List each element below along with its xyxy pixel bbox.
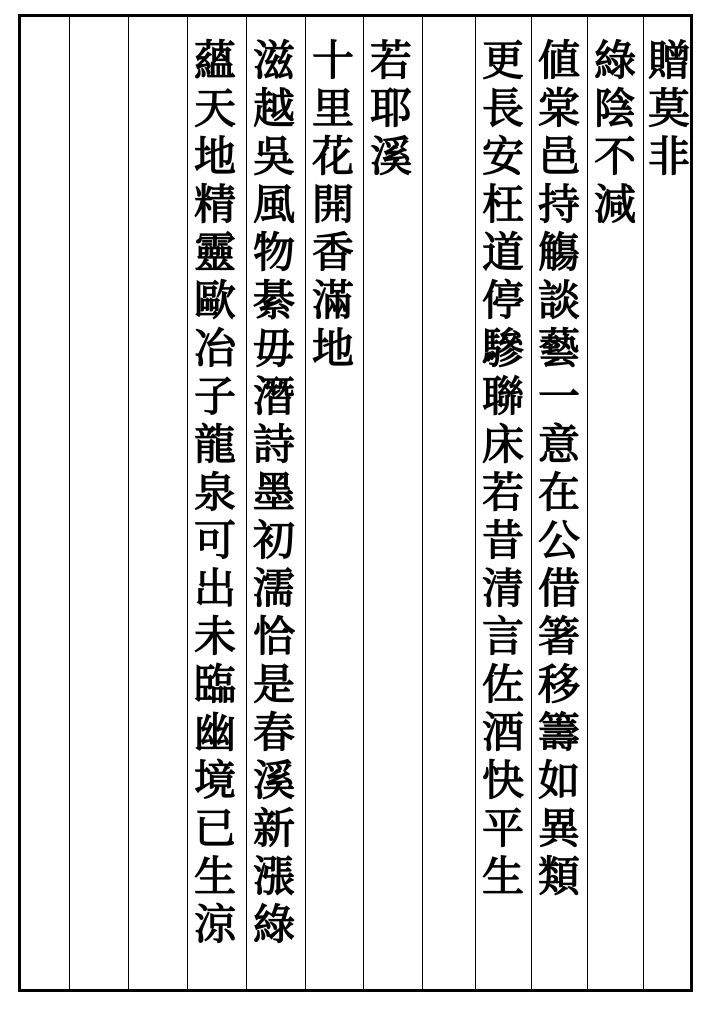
glyph: 若 (481, 468, 524, 517)
glyph: 佐 (481, 660, 524, 709)
glyph: 陰 (593, 84, 636, 133)
glyph: 生 (481, 852, 524, 901)
glyph: 冶 (193, 324, 236, 373)
glyph: 地 (193, 132, 236, 181)
glyph: 快 (481, 756, 524, 805)
glyph: 棠 (537, 84, 580, 133)
glyph: 不 (593, 132, 636, 181)
glyph: 里 (311, 84, 354, 133)
glyph: 蘊 (193, 36, 236, 85)
glyph: 床 (481, 420, 524, 469)
glyph: 停 (481, 276, 524, 325)
glyph: 地 (311, 324, 354, 373)
glyph: 溪 (369, 132, 412, 181)
glyph: 綠 (252, 900, 295, 949)
glyph: 風 (252, 180, 295, 229)
glyph: 酒 (481, 708, 524, 757)
glyph: 公 (537, 516, 580, 565)
glyph: 越 (252, 84, 295, 133)
glyph: 昔 (481, 516, 524, 565)
text-column-2 (587, 37, 643, 229)
glyph: 移 (537, 660, 580, 709)
glyph: 龍 (193, 420, 236, 469)
glyph: 藝 (537, 324, 580, 373)
glyph: 香 (311, 228, 354, 277)
text-column-3 (531, 37, 587, 901)
glyph: 莫 (647, 84, 690, 133)
glyph: 在 (537, 468, 580, 517)
glyph: 花 (311, 132, 354, 181)
glyph: 濡 (252, 564, 295, 613)
column-rule (422, 17, 423, 989)
glyph: 初 (252, 516, 295, 565)
glyph: 物 (252, 228, 295, 277)
glyph: 滿 (311, 276, 354, 325)
glyph: 一 (537, 372, 580, 421)
glyph: 靈 (193, 228, 236, 277)
glyph: 生 (193, 852, 236, 901)
glyph: 春 (252, 708, 295, 757)
glyph: 贈 (647, 36, 690, 85)
glyph: 漲 (252, 852, 295, 901)
glyph: 耶 (369, 84, 412, 133)
glyph: 借 (537, 564, 580, 613)
column-rule (69, 17, 70, 989)
glyph: 若 (369, 36, 412, 85)
text-column-4 (475, 37, 531, 901)
glyph: 精 (193, 180, 236, 229)
glyph: 潛 (252, 372, 295, 421)
glyph: 開 (311, 180, 354, 229)
glyph: 驂 (481, 324, 524, 373)
glyph: 安 (481, 132, 524, 181)
glyph: 未 (193, 612, 236, 661)
glyph: 値 (537, 36, 580, 85)
glyph: 言 (481, 612, 524, 661)
glyph: 如 (537, 756, 580, 805)
glyph: 歐 (193, 276, 236, 325)
glyph: 已 (193, 804, 236, 853)
glyph: 平 (481, 804, 524, 853)
glyph: 出 (193, 564, 236, 613)
glyph: 涼 (193, 900, 236, 949)
glyph: 異 (537, 804, 580, 853)
glyph: 箸 (537, 612, 580, 661)
glyph: 臨 (193, 660, 236, 709)
glyph: 幽 (193, 708, 236, 757)
glyph: 籌 (537, 708, 580, 757)
page-frame (18, 14, 693, 992)
glyph: 吳 (252, 132, 295, 181)
glyph: 類 (537, 852, 580, 901)
glyph: 毋 (252, 324, 295, 373)
glyph: 綦 (252, 276, 295, 325)
glyph: 詩 (252, 420, 295, 469)
text-column-1 (641, 37, 697, 181)
glyph: 子 (193, 372, 236, 421)
column-rule (128, 17, 129, 989)
glyph: 非 (647, 132, 690, 181)
glyph: 持 (537, 180, 580, 229)
glyph: 長 (481, 84, 524, 133)
glyph: 更 (481, 36, 524, 85)
glyph: 泉 (193, 468, 236, 517)
glyph: 恰 (252, 612, 295, 661)
glyph: 天 (193, 84, 236, 133)
glyph: 觴 (537, 228, 580, 277)
text-column-7 (305, 37, 361, 373)
text-column-8 (246, 37, 302, 949)
glyph: 滋 (252, 36, 295, 85)
glyph: 墨 (252, 468, 295, 517)
glyph: 清 (481, 564, 524, 613)
glyph: 是 (252, 660, 295, 709)
glyph: 新 (252, 804, 295, 853)
glyph: 聯 (481, 372, 524, 421)
glyph: 境 (193, 756, 236, 805)
glyph: 綠 (593, 36, 636, 85)
glyph: 枉 (481, 180, 524, 229)
glyph: 溪 (252, 756, 295, 805)
glyph: 十 (311, 36, 354, 85)
text-column-6 (363, 37, 419, 181)
glyph: 意 (537, 420, 580, 469)
glyph: 談 (537, 276, 580, 325)
glyph: 邑 (537, 132, 580, 181)
glyph: 減 (593, 180, 636, 229)
text-column-9 (187, 37, 243, 949)
glyph: 可 (193, 516, 236, 565)
glyph: 道 (481, 228, 524, 277)
